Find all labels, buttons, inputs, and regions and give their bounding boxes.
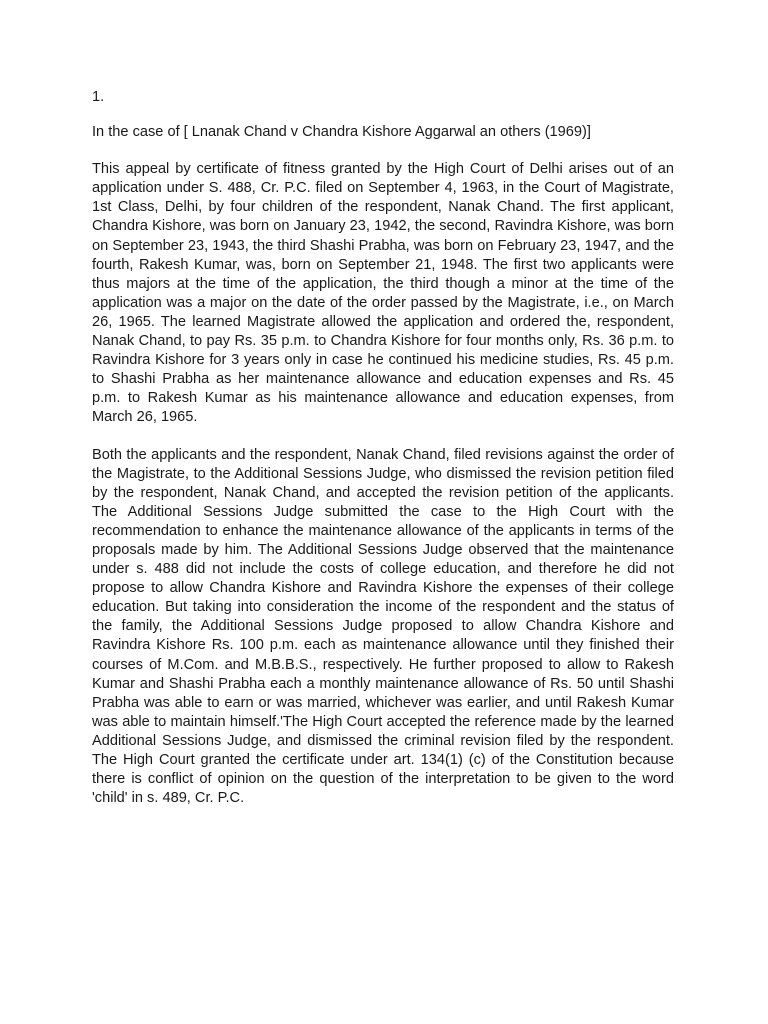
paragraph-revisions: Both the applicants and the respondent, Nanak Chand, filed revisions against the order of the Magistrate, to the Additional Sessions Judge, who dismissed the revision petition filed by the respondent, Nanak Chand, and accepted the revision petition of the applicants. The Additional Sessions Judge submitted the case to the High Court with the recommendation to enhance the maintenance allowance of the applicants in terms of the proposals made by him. The Additional Sessions Judge observed that the maintenance under s. 488 did not include the costs of college education, and therefore he did not propose to allow Chandra Kishore and Ravindra Kishore the expenses of their college education. But taking into consideration the income of the respondent and the status of the family, the Additional Sessions Judge proposed to allow Chandra Kishore and Ravindra Kishore Rs. 100 p.m. each as maintenance allowance until they finished their courses of M.Com. and M.B.B.S., respectively. He further proposed to allow to Rakesh Kumar and Shashi Prabha each a monthly maintenance allowance of Rs. 50 until Shashi Prabha was able to earn or was married, whichever was earlier, and until Rakesh Kumar was able to maintain himself.'The High Court accepted the reference made by the learned Additional Sessions Judge, and dismissed the criminal revision filed by the respondent. The High Court granted the certificate under art. 134(1) (c) of the Constitution because there is conflict of opinion on the question of the interpretation to be given to the word 'child' in s. 489, Cr. P.C. xyxy=(92,446,674,807)
document-body xyxy=(92,88,674,826)
case-title: In the case of [ Lnanak Chand v Chandra Kishore Aggarwal an others (1969)] xyxy=(92,124,591,141)
paragraph-facts: This appeal by certificate of fitness granted by the High Court of Delhi arises out of an application under S. 488, Cr. P.C. filed on September 4, 1963, in the Court of Magistrate, 1st Class, Delhi, by four children of the respondent, Nanak Chand. The first applicant, Chandra Kishore, was born on January 23, 1942, the second, Ravindra Kishore, was born on September 23, 1943, the third Shashi Prabha, was born on February 23, 1947, and the fourth, Rakesh Kumar, was, born on September 21, 1948. The first two applicants were thus majors at the time of the application, the third though a minor at the time of the application was a major on the date of the order passed by the Magistrate, i.e., on March 26, 1965. The learned Magistrate allowed the application and ordered the, respondent, Nanak Chand, to pay Rs. 35 p.m. to Chandra Kishore for four months only, Rs. 36 p.m. to Ravindra Kishore for 3 years only in case he continued his medicine studies, Rs. 45 p.m. to Shashi Prabha as her maintenance allowance and education expenses and Rs. 45 p.m. to Rakesh Kumar as his maintenance allowance and education expenses, from March 26, 1965. xyxy=(92,161,674,426)
section-number: 1. xyxy=(92,89,105,105)
